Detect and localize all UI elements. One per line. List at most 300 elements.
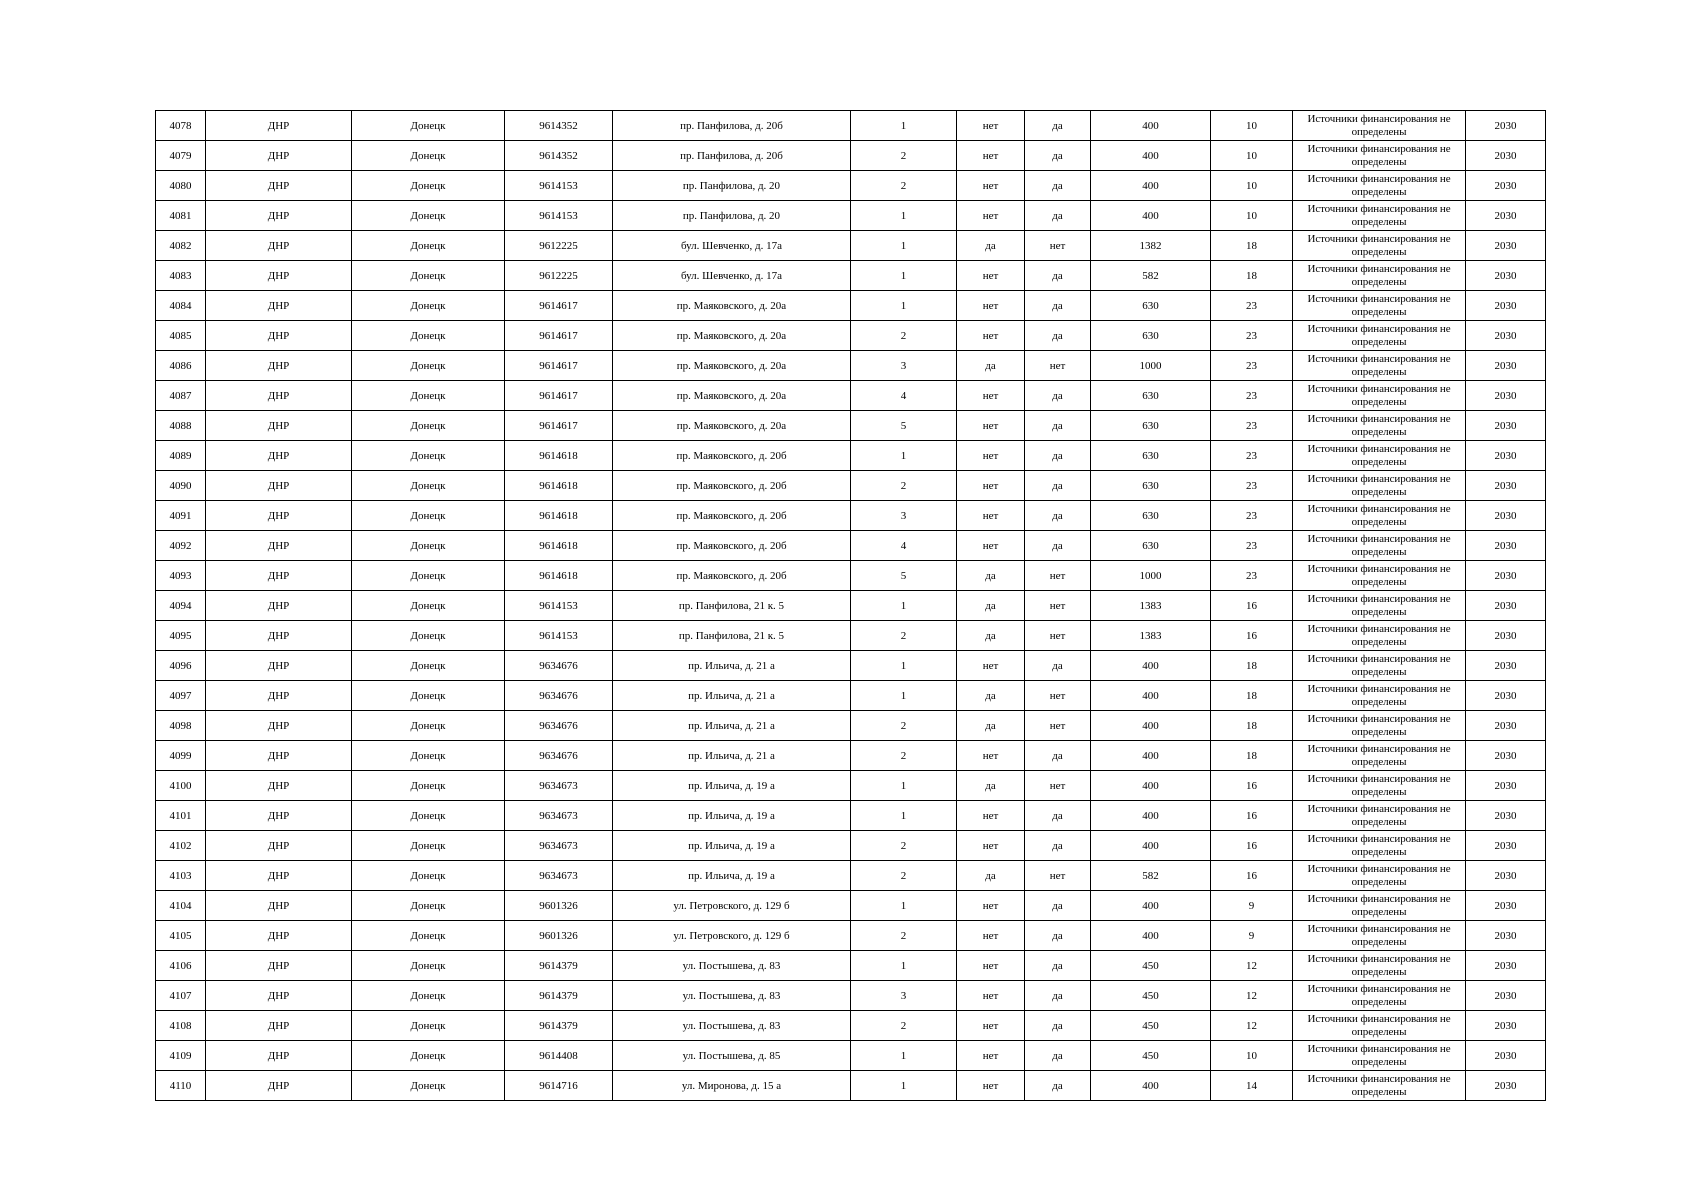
year-cell: 2030 [1466,741,1546,771]
funding-cell: Источники финансирования не определены [1293,471,1466,501]
flag-b-cell: да [1025,471,1091,501]
funding-cell: Источники финансирования не определены [1293,1011,1466,1041]
flag-a-cell: нет [957,381,1025,411]
region-cell: ДНР [206,1071,352,1101]
city-cell: Донецк [352,891,505,921]
flag-a-cell: нет [957,1071,1025,1101]
flag-b-cell: да [1025,951,1091,981]
region-cell: ДНР [206,141,352,171]
unit-cell: 5 [851,411,957,441]
table-row [156,321,1546,351]
unit-cell: 2 [851,321,957,351]
capacity-cell: 630 [1091,471,1211,501]
code-cell: 9601326 [505,921,613,951]
address-cell: пр. Маяковского, д. 20б [613,561,851,591]
table-row [156,1011,1546,1041]
region-cell: ДНР [206,651,352,681]
unit-cell: 1 [851,441,957,471]
region-cell: ДНР [206,561,352,591]
city-cell: Донецк [352,981,505,1011]
capacity-cell: 630 [1091,381,1211,411]
funding-cell: Источники финансирования не определены [1293,831,1466,861]
year-cell: 2030 [1466,771,1546,801]
row-number-cell: 4087 [156,381,206,411]
row-number-cell: 4095 [156,621,206,651]
city-cell: Донецк [352,321,505,351]
unit-cell: 2 [851,1011,957,1041]
flag-b-cell: да [1025,201,1091,231]
year-cell: 2030 [1466,171,1546,201]
region-cell: ДНР [206,261,352,291]
flag-a-cell: да [957,231,1025,261]
row-number-cell: 4098 [156,711,206,741]
year-cell: 2030 [1466,951,1546,981]
count-cell: 12 [1211,1011,1293,1041]
code-cell: 9614617 [505,381,613,411]
flag-a-cell: нет [957,171,1025,201]
table-row [156,231,1546,261]
code-cell: 9634676 [505,741,613,771]
table-row [156,591,1546,621]
row-number-cell: 4089 [156,441,206,471]
flag-b-cell: да [1025,801,1091,831]
address-cell: бул. Шевченко, д. 17а [613,261,851,291]
region-cell: ДНР [206,291,352,321]
row-number-cell: 4099 [156,741,206,771]
funding-cell: Источники финансирования не определены [1293,861,1466,891]
code-cell: 9614352 [505,141,613,171]
flag-a-cell: нет [957,111,1025,141]
count-cell: 18 [1211,261,1293,291]
count-cell: 18 [1211,741,1293,771]
year-cell: 2030 [1466,531,1546,561]
city-cell: Донецк [352,951,505,981]
code-cell: 9614408 [505,1041,613,1071]
year-cell: 2030 [1466,1041,1546,1071]
region-cell: ДНР [206,681,352,711]
funding-cell: Источники финансирования не определены [1293,141,1466,171]
region-cell: ДНР [206,531,352,561]
row-number-cell: 4094 [156,591,206,621]
capacity-cell: 400 [1091,201,1211,231]
row-number-cell: 4080 [156,171,206,201]
funding-cell: Источники финансирования не определены [1293,921,1466,951]
table-row [156,981,1546,1011]
count-cell: 10 [1211,171,1293,201]
funding-cell: Источники финансирования не определены [1293,501,1466,531]
table-row [156,351,1546,381]
funding-cell: Источники финансирования не определены [1293,621,1466,651]
address-cell: ул. Постышева, д. 83 [613,1011,851,1041]
flag-b-cell: да [1025,261,1091,291]
funding-cell: Источники финансирования не определены [1293,381,1466,411]
region-cell: ДНР [206,711,352,741]
year-cell: 2030 [1466,561,1546,591]
year-cell: 2030 [1466,621,1546,651]
address-cell: пр. Маяковского, д. 20а [613,321,851,351]
count-cell: 16 [1211,831,1293,861]
flag-a-cell: нет [957,261,1025,291]
table-row [156,681,1546,711]
row-number-cell: 4093 [156,561,206,591]
address-cell: пр. Маяковского, д. 20б [613,531,851,561]
code-cell: 9614716 [505,1071,613,1101]
count-cell: 23 [1211,351,1293,381]
flag-a-cell: нет [957,291,1025,321]
flag-a-cell: нет [957,951,1025,981]
unit-cell: 1 [851,231,957,261]
count-cell: 16 [1211,591,1293,621]
unit-cell: 4 [851,381,957,411]
code-cell: 9614153 [505,171,613,201]
unit-cell: 1 [851,111,957,141]
region-cell: ДНР [206,231,352,261]
capacity-cell: 630 [1091,411,1211,441]
city-cell: Донецк [352,831,505,861]
table-row [156,891,1546,921]
row-number-cell: 4091 [156,501,206,531]
unit-cell: 2 [851,621,957,651]
address-cell: ул. Постышева, д. 85 [613,1041,851,1071]
count-cell: 23 [1211,321,1293,351]
flag-b-cell: нет [1025,861,1091,891]
year-cell: 2030 [1466,981,1546,1011]
row-number-cell: 4078 [156,111,206,141]
unit-cell: 2 [851,921,957,951]
city-cell: Донецк [352,171,505,201]
flag-b-cell: нет [1025,681,1091,711]
table-row [156,711,1546,741]
funding-cell: Источники финансирования не определены [1293,1041,1466,1071]
flag-a-cell: нет [957,801,1025,831]
table-row [156,951,1546,981]
data-table [155,110,1546,1101]
capacity-cell: 1383 [1091,621,1211,651]
capacity-cell: 400 [1091,771,1211,801]
unit-cell: 1 [851,201,957,231]
flag-b-cell: нет [1025,561,1091,591]
funding-cell: Источники финансирования не определены [1293,291,1466,321]
row-number-cell: 4104 [156,891,206,921]
count-cell: 9 [1211,921,1293,951]
code-cell: 9614379 [505,951,613,981]
flag-b-cell: да [1025,411,1091,441]
flag-b-cell: да [1025,111,1091,141]
count-cell: 18 [1211,711,1293,741]
city-cell: Донецк [352,231,505,261]
capacity-cell: 450 [1091,1041,1211,1071]
row-number-cell: 4092 [156,531,206,561]
count-cell: 14 [1211,1071,1293,1101]
region-cell: ДНР [206,1011,352,1041]
unit-cell: 1 [851,681,957,711]
row-number-cell: 4086 [156,351,206,381]
address-cell: пр. Ильича, д. 19 а [613,831,851,861]
address-cell: пр. Ильича, д. 21 а [613,711,851,741]
count-cell: 18 [1211,231,1293,261]
table-row [156,441,1546,471]
unit-cell: 5 [851,561,957,591]
year-cell: 2030 [1466,801,1546,831]
row-number-cell: 4105 [156,921,206,951]
count-cell: 12 [1211,981,1293,1011]
flag-b-cell: да [1025,381,1091,411]
table-row [156,771,1546,801]
flag-b-cell: да [1025,531,1091,561]
funding-cell: Источники финансирования не определены [1293,1071,1466,1101]
flag-a-cell: нет [957,651,1025,681]
address-cell: пр. Ильича, д. 19 а [613,771,851,801]
code-cell: 9634676 [505,651,613,681]
count-cell: 23 [1211,411,1293,441]
flag-a-cell: нет [957,741,1025,771]
region-cell: ДНР [206,771,352,801]
region-cell: ДНР [206,171,352,201]
code-cell: 9614618 [505,441,613,471]
city-cell: Донецк [352,411,505,441]
flag-b-cell: нет [1025,621,1091,651]
city-cell: Донецк [352,531,505,561]
code-cell: 9612225 [505,231,613,261]
table-row [156,141,1546,171]
address-cell: пр. Панфилова, д. 20б [613,111,851,141]
capacity-cell: 582 [1091,261,1211,291]
count-cell: 23 [1211,501,1293,531]
flag-a-cell: нет [957,501,1025,531]
row-number-cell: 4090 [156,471,206,501]
address-cell: ул. Миронова, д. 15 а [613,1071,851,1101]
unit-cell: 1 [851,291,957,321]
row-number-cell: 4097 [156,681,206,711]
region-cell: ДНР [206,201,352,231]
row-number-cell: 4108 [156,1011,206,1041]
year-cell: 2030 [1466,291,1546,321]
row-number-cell: 4110 [156,1071,206,1101]
table-row [156,381,1546,411]
table-row [156,621,1546,651]
address-cell: пр. Ильича, д. 19 а [613,801,851,831]
flag-b-cell: да [1025,291,1091,321]
unit-cell: 1 [851,1071,957,1101]
capacity-cell: 450 [1091,981,1211,1011]
flag-a-cell: нет [957,1041,1025,1071]
code-cell: 9634673 [505,861,613,891]
funding-cell: Источники финансирования не определены [1293,531,1466,561]
address-cell: пр. Ильича, д. 21 а [613,651,851,681]
funding-cell: Источники финансирования не определены [1293,321,1466,351]
unit-cell: 2 [851,171,957,201]
code-cell: 9614618 [505,501,613,531]
region-cell: ДНР [206,441,352,471]
code-cell: 9614618 [505,561,613,591]
count-cell: 16 [1211,801,1293,831]
city-cell: Донецк [352,561,505,591]
region-cell: ДНР [206,111,352,141]
row-number-cell: 4088 [156,411,206,441]
year-cell: 2030 [1466,651,1546,681]
flag-a-cell: да [957,681,1025,711]
code-cell: 9614153 [505,591,613,621]
capacity-cell: 630 [1091,321,1211,351]
row-number-cell: 4082 [156,231,206,261]
region-cell: ДНР [206,921,352,951]
address-cell: ул. Постышева, д. 83 [613,981,851,1011]
table-row [156,831,1546,861]
address-cell: пр. Ильича, д. 21 а [613,681,851,711]
flag-b-cell: да [1025,921,1091,951]
address-cell: ул. Петровского, д. 129 б [613,891,851,921]
row-number-cell: 4103 [156,861,206,891]
funding-cell: Источники финансирования не определены [1293,231,1466,261]
flag-b-cell: да [1025,831,1091,861]
table-row [156,861,1546,891]
funding-cell: Источники финансирования не определены [1293,801,1466,831]
region-cell: ДНР [206,381,352,411]
flag-a-cell: нет [957,531,1025,561]
count-cell: 23 [1211,531,1293,561]
flag-b-cell: да [1025,1041,1091,1071]
table-row [156,471,1546,501]
count-cell: 10 [1211,141,1293,171]
funding-cell: Источники финансирования не определены [1293,441,1466,471]
table-body [156,111,1546,1101]
capacity-cell: 400 [1091,921,1211,951]
funding-cell: Источники финансирования не определены [1293,561,1466,591]
unit-cell: 3 [851,501,957,531]
flag-a-cell: да [957,561,1025,591]
city-cell: Донецк [352,741,505,771]
table-row [156,1041,1546,1071]
address-cell: пр. Маяковского, д. 20а [613,381,851,411]
capacity-cell: 1000 [1091,561,1211,591]
address-cell: пр. Маяковского, д. 20а [613,411,851,441]
table-row [156,921,1546,951]
count-cell: 12 [1211,951,1293,981]
row-number-cell: 4083 [156,261,206,291]
city-cell: Донецк [352,801,505,831]
capacity-cell: 400 [1091,1071,1211,1101]
year-cell: 2030 [1466,591,1546,621]
city-cell: Донецк [352,651,505,681]
year-cell: 2030 [1466,1071,1546,1101]
city-cell: Донецк [352,591,505,621]
capacity-cell: 450 [1091,951,1211,981]
address-cell: пр. Маяковского, д. 20а [613,291,851,321]
city-cell: Донецк [352,261,505,291]
row-number-cell: 4109 [156,1041,206,1071]
city-cell: Донецк [352,621,505,651]
count-cell: 10 [1211,1041,1293,1071]
city-cell: Донецк [352,201,505,231]
row-number-cell: 4100 [156,771,206,801]
region-cell: ДНР [206,861,352,891]
year-cell: 2030 [1466,891,1546,921]
count-cell: 18 [1211,681,1293,711]
year-cell: 2030 [1466,831,1546,861]
table-row [156,651,1546,681]
capacity-cell: 1383 [1091,591,1211,621]
flag-b-cell: да [1025,1071,1091,1101]
city-cell: Донецк [352,861,505,891]
region-cell: ДНР [206,591,352,621]
table-row [156,801,1546,831]
year-cell: 2030 [1466,111,1546,141]
region-cell: ДНР [206,411,352,441]
city-cell: Донецк [352,1011,505,1041]
unit-cell: 4 [851,531,957,561]
flag-a-cell: да [957,861,1025,891]
year-cell: 2030 [1466,1011,1546,1041]
row-number-cell: 4107 [156,981,206,1011]
flag-a-cell: да [957,711,1025,741]
year-cell: 2030 [1466,201,1546,231]
flag-a-cell: нет [957,981,1025,1011]
flag-a-cell: да [957,771,1025,801]
row-number-cell: 4085 [156,321,206,351]
region-cell: ДНР [206,321,352,351]
flag-b-cell: да [1025,981,1091,1011]
unit-cell: 2 [851,741,957,771]
funding-cell: Источники финансирования не определены [1293,741,1466,771]
year-cell: 2030 [1466,381,1546,411]
flag-b-cell: да [1025,1011,1091,1041]
table-row [156,261,1546,291]
flag-a-cell: нет [957,441,1025,471]
year-cell: 2030 [1466,261,1546,291]
year-cell: 2030 [1466,501,1546,531]
count-cell: 16 [1211,861,1293,891]
capacity-cell: 1000 [1091,351,1211,381]
document-page [155,110,1546,1101]
flag-a-cell: нет [957,1011,1025,1041]
unit-cell: 2 [851,831,957,861]
address-cell: пр. Панфилова, д. 20 [613,171,851,201]
flag-b-cell: да [1025,891,1091,921]
row-number-cell: 4102 [156,831,206,861]
address-cell: пр. Маяковского, д. 20б [613,501,851,531]
code-cell: 9614617 [505,351,613,381]
capacity-cell: 1382 [1091,231,1211,261]
flag-b-cell: да [1025,141,1091,171]
region-cell: ДНР [206,621,352,651]
city-cell: Донецк [352,471,505,501]
flag-a-cell: да [957,621,1025,651]
address-cell: пр. Ильича, д. 19 а [613,861,851,891]
code-cell: 9612225 [505,261,613,291]
funding-cell: Источники финансирования не определены [1293,711,1466,741]
flag-b-cell: да [1025,501,1091,531]
flag-a-cell: нет [957,471,1025,501]
row-number-cell: 4081 [156,201,206,231]
funding-cell: Источники финансирования не определены [1293,111,1466,141]
count-cell: 23 [1211,291,1293,321]
count-cell: 16 [1211,771,1293,801]
flag-b-cell: да [1025,651,1091,681]
year-cell: 2030 [1466,711,1546,741]
unit-cell: 3 [851,981,957,1011]
capacity-cell: 400 [1091,171,1211,201]
funding-cell: Источники финансирования не определены [1293,951,1466,981]
flag-b-cell: нет [1025,771,1091,801]
unit-cell: 2 [851,711,957,741]
unit-cell: 1 [851,801,957,831]
code-cell: 9614153 [505,201,613,231]
row-number-cell: 4084 [156,291,206,321]
flag-a-cell: нет [957,411,1025,441]
table-row [156,171,1546,201]
count-cell: 23 [1211,471,1293,501]
capacity-cell: 630 [1091,441,1211,471]
